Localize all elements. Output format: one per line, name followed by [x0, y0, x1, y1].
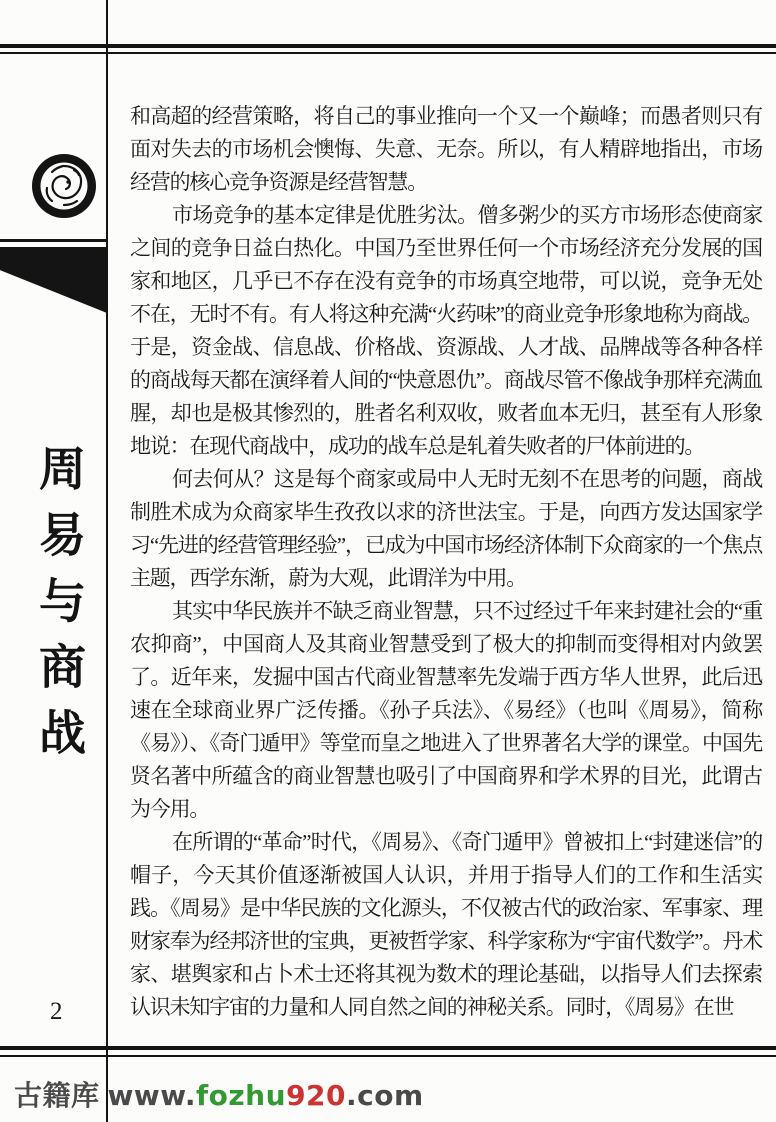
sidebar-rule [0, 239, 107, 242]
paragraph: 何去何从？这是每个商家或局中人无时无刻不在思考的问题，商战制胜术成为众商家毕生孜孜以求的济世法宝。于是，向西方发达国家学习“先进的经营管理经验”，已成为中国市场经济体制下众商家的一个焦点主题，西学东渐，蔚为大观，此谓洋为中用。 [130, 467, 762, 590]
dragon-seal-icon [31, 153, 97, 219]
watermark-library-name: 古籍库 [14, 1079, 100, 1112]
paragraph: 市场竞争的基本定律是优胜劣汰。僧多粥少的买方市场形态使商家之间的竞争日益白热化。中国乃至世界任何一个市场经济充分发展的国家和地区，几乎已不存在没有竞争的市场真空地带，可以说，竞争无处不在，无时不有。有人将这种充满“火药味”的商业竞争形象地称为商战。于是，资金战、信息战、价格战、资源战、人才战、品牌战等各种各样的商战每天都在演绎着人间的“快意恩仇”。商战尽管不像战争那样充满血腥，却也是极其惨烈的，胜者名利双收，败者血本无归，甚至有人形象地说：在现代商战中，成功的战车总是轧着失败者的尸体前进的。 [130, 203, 762, 458]
watermark-url-number: 920 [286, 1079, 347, 1112]
top-rule-thin [0, 52, 776, 54]
paragraph: 和高超的经营策略，将自己的事业推向一个又一个巅峰；而愚者则只有面对失去的市场机会懊悔、失意、无奈。所以，有人精辟地指出，市场经营的核心竞争资源是经营智慧。 [130, 104, 762, 194]
vertical-book-title: 周易与商战 [32, 444, 84, 774]
bottom-rule-thick [0, 1046, 776, 1050]
paragraph: 在所谓的“革命”时代，《周易》、《奇门遁甲》曾被扣上“封建迷信”的帽子，今天其价值逐渐被国人认识，并用于指导人们的工作和生活实践。《周易》是中华民族的文化源头，不仅被古代的政治家、军事家、理财家奉为经邦济世的宝典，更被哲学家、科学家称为“宇宙代数学”。丹术家、堪舆家和占卜术士还将其视为数术的理论基础，以指导人们去探索认识未知宇宙的力量和人同自然之间的神秘关系。同时，《周易》在世 [130, 830, 762, 1019]
watermark [14, 1074, 424, 1114]
corner-wedge-decoration [0, 247, 107, 313]
watermark-url-www: www. [107, 1079, 196, 1112]
bottom-rule-thin [0, 1055, 776, 1057]
paragraph: 其实中华民族并不缺乏商业智慧，只不过经过千年来封建社会的“重农抑商”，中国商人及其商业智慧受到了极大的抑制而变得相对内敛罢了。近年来，发掘中国古代商业智慧率先发端于西方华人世界，此后迅速在全球商业界广泛传播。《孙子兵法》、《易经》（也叫《周易》，简称《易》）、《奇门遁甲》等堂而皇之地进入了世界著名大学的课堂。中国先贤名著中所蕴含的商业智慧也吸引了中国商界和学术界的目光，此谓古为今用。 [130, 599, 762, 821]
watermark-url-tld: .com [346, 1079, 424, 1112]
page-number: 2 [50, 998, 63, 1025]
top-rule-thick [0, 44, 776, 48]
sidebar-divider-line [106, 0, 108, 1122]
watermark-url-domain: fozhu [195, 1079, 287, 1112]
article-body [130, 100, 762, 1024]
